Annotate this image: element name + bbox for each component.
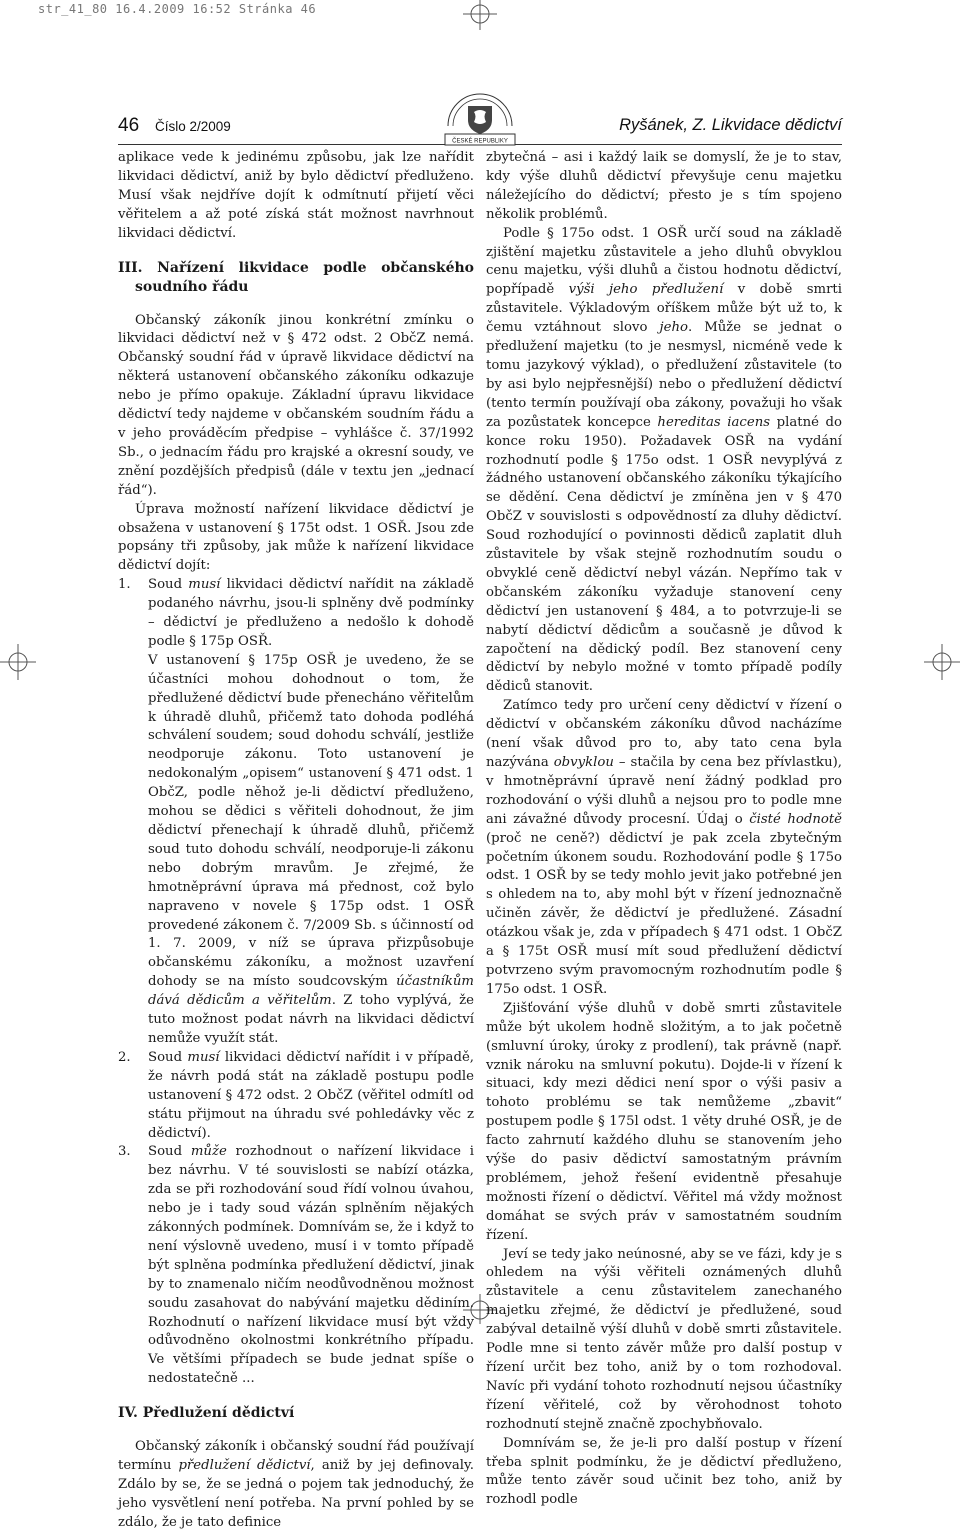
- print-slug: str_41_80 16.4.2009 16:52 Stránka 46: [38, 2, 317, 16]
- paragraph: Jeví se tedy jako neúnosné, aby se ve fázi, kdy je s ohledem na výši věřiteli oznámených dluhů zůstavitele a cenu zůstavitelem zanechaného majetku zřejmé, že dědictví je předlužené, soud zabýval detailně výší dluhů v době smrti zůstavitele. Podle mne si tento závěr může pro další postup v řízení určit bez toho, aniž by o tom rozhodoval. Navíc při vydání tohoto rozhodnutí nejsou účastníky řízení věřitelé, což by věrohodnost tohoto rozhodnutí stejně značně zpochybňovalo.: [486, 1246, 842, 1432]
- list-text: Soud musí likvidaci dědictví nařídit i v případě, že návrh podá stát na základě postupu podle ustanovení § 472 odst. 2 ObčZ (věřitel odmítl od státu přijmout na úhradu své pohledávky věc z dědictví).: [148, 1049, 474, 1141]
- paragraph: zbytečná – asi i každý laik se domyslí, že je to stav, kdy výše dluhů dědictví převyšuje cenu majetku náležejícího do dědictví; přesto je s tím spojeno několik problémů.: [486, 150, 842, 222]
- list-number: 2.: [118, 1049, 131, 1065]
- svg-text:ČESKÉ REPUBLIKY: ČESKÉ REPUBLIKY: [452, 138, 508, 145]
- list-item-3: [118, 1143, 474, 1389]
- paragraph: Zatímco tedy pro určení ceny dědictví v řízení o dědictví v občanském zákoníku důvod nacházíme (není však důvod pro to, aby tato cena byla nazývána obvyklou – stačila by cena bez přívlastku), v hmotněprávní úpravě není žádný podklad pro rozhodování o výši dluhů a nejsou pro to podle mne ani závažné důvody procesní. Údaj o čisté hodnotě (proč ne ceně?) dědictví je pak zcela zbytečným početním úkonem soudu. Rozhodování podle § 175o odst. 1 OSŘ by se tedy mohlo jevit jako potřebné jen s ohledem na to, aby mohl být v řízení jednoznačně učiněn závěr, že dědictví je předlužené. Zásadní otázkou však je, zda v případech § 471 odst. 1 ObčZ a § 175t OSŘ musí mít soud předlužení dědictví potvrzeno svým pravomocným rozhodnutím podle § 175o odst. 1 OSŘ.: [486, 698, 842, 997]
- paragraph: Zjišťování výše dluhů v době smrti zůstavitele může být ukolem hodně složitým, a to jak početně (smluvní úroky, úroky z prodlení), tak právně (např. vznik nároku na smluvní pokutu). Dojde-li v řízení k situaci, kdy mezi dědici není spor o výši pasiv a tohoto problému se tak nemůžeme „zbavit“ postupem podle § 175l odst. 1 věty druhé OSŘ, je de facto zahrnutí každého dluhu se stanovením jeho výše do pasiv dědictví samostatným právním problémem, jehož řešení evidentně přesahuje možnosti řízení o dědictví. Věřitel má vždy možnost domáhat se svých práv v samostatném soudním řízení.: [486, 1000, 842, 1243]
- issue-label: Číslo 2/2009: [155, 119, 231, 134]
- crop-mark-left: [0, 640, 40, 684]
- paragraph: Občanský zákoník i občanský soudní řád používají termínu předlužení dědictví, aniž by jej definovaly. Zdálo by se, že se jedná o pojem tak jednoduchý, že jeho vysvětlení není potřeba. Na první pohled by se zdálo, že je tato definice: [118, 1439, 474, 1530]
- list-number: 3.: [118, 1144, 131, 1160]
- paragraph: Podle § 175o odst. 1 OSŘ určí soud na základě zjištění majetku zůstavitele a jeho dluhů obvyklou cenu majetku, výši dluhů a čistou hodnotu dědictví, popřípadě výši jeho předlužení v době smrti zůstavitele. Výkladovým oříškem může být už to, k čemu vztáhnout slovo jeho. Může se jednat o předlužení majetku (to je nesmysl, nicméně vede k tomu jazykový výklad), o předlužení zůstavitele (to by asi bylo nejpřesnější) nebo o předlužení dědictví (tento termín používají oba zákony, považuji ho však za pozůstatek koncepce hereditas iacens platné do konce roku 1950). Požadavek OSŘ na vydání rozhodnutí podle § 175o odst. 1 OSŘ nevyplývá z žádného ustanovení občanského zákoníku týkajícího se dědění. Cena dědictví je zmíněna jen v § 470 ObčZ v souvislosti s odpovědností za dluhy dědictví. Soud rozhodující o povinnosti dědiců zaplatit dluh zůstavitele by však stejně rozhodnutím soudu o obvyklé ceně dědictví nebyl vázán. Nepřímo tak v občanském zákoníku vyžaduje stanovení ceny dědictví jen ustanovení § 484, a to potvrzuje-li se nabytí dědictví dědicům a současně je důvod k započtení na dědický podíl. Bez stanovení ceny dědictví by nebylo možné v tomto případě podíly dědiců stanovit.: [486, 225, 842, 695]
- list-item-2: [118, 1049, 474, 1144]
- paragraph: Občanský zákoník jinou konkrétní zmínku o likvidaci dědictví než v § 472 odst. 2 ObčZ nemá. Občanský soudní řád v úpravě likvidace dědictví na některá ustanovení občanského zákoníku odkazuje nebo je přímo opakuje. Základní úpravu likvidace dědictví tedy najdeme v občanském soudním řádu a v jeho prováděcím předpise – vyhlášce č. 37/1992 Sb., o jednacím řádu pro krajské a okresní soudy, ve znění pozdějších předpisů (dále v textu jen „jednací řád“).: [118, 312, 474, 498]
- chamber-seal-logo: [435, 90, 525, 146]
- page-number: 46: [118, 115, 140, 136]
- section-heading-iv: IV. Předlužení dědictví: [118, 1405, 295, 1422]
- list-text: Soud musí likvidaci dědictví nařídit na základě podaného návrhu, jsou-li splněny dvě podmínky – dědictví je předluženo a nedošlo k dohodě podle § 175p OSŘ.: [148, 577, 474, 649]
- list-number: 1.: [118, 577, 131, 593]
- list-text: V ustanovení § 175p OSŘ je uvedeno, že se účastníci mohou dohodnout o tom, že předlužené dědictví bude přenecháno věřitelům k úhradě dluhů, přičemž tato dohoda podléhá schválení soudem; soud dohodu schválí, jestliže neodporuje zákonu. Toto ustanovení je nedokonalým „opisem“ ustanovení § 471 odst. 1 ObčZ, podle něhož je-li dědictví předluženo, mohou se dědici s věřiteli dohodnout, že jim dědictví přenechají k úhradě dluhů, přičemž soud tuto dohodu schválí, neodporuje-li zákonu nebo dobrým mravům. Je zřejmé, že hmotněprávní úprava má přednost, což bylo napraveno v novele § 175p odst. 1 OSŘ provedené zákonem č. 7/2009 Sb. s účinností od 1. 7. 2009, v níž se úprava přizpůsobuje občanskému zákoníku, a možnost uzavření dohody se na místo soudcovským účastníkům dává dědicům a věřitelům. Z toho vyplývá, že tuto možnost podat návrh na likvidaci dědictví nemůže využít stát.: [148, 652, 474, 1046]
- running-title: Ryšánek, Z. Likvidace dědictví: [619, 116, 842, 134]
- right-column: [486, 149, 842, 1510]
- crop-mark-top: [459, 0, 501, 34]
- list-text: Soud může rozhodnout o nařízení likvidace i bez návrhu. V té souvislosti se nabízí otázka, zda se při rozhodování soud řídí volnou úvahou, nebo je i tady soud vázán splněním nějakých zákonných podmínek. Domnívám se, že i když to není výslovně uvedeno, musí i v tomto případě být splněna podmínka předlužení dědictví, jinak by to znamenalo ničím neodůvodněnou možnost soudu zasahovat do nabývání majetku dědiním. Rozhodnutí o nařízení likvidace musí být vždy odůvodněno okolnostmi konkrétního případu. Ve většími případech se bude jednat spíše o nedostatečně ...: [148, 1144, 474, 1387]
- left-column: [118, 149, 474, 1533]
- paragraph: Úprava možností nařízení likvidace dědictví je obsažena v ustanovení § 175t odst. 1 OSŘ. Jsou zde popsány tři způsoby, jak může k nařízení likvidace dědictví dojít:: [118, 501, 474, 574]
- paragraph: aplikace vede k jedinému způsobu, jak lze nařídit likvidaci dědictví, aniž by bylo dědictví předluženo. Musí však nejdříve dojít k odmítnutí přijetí věci věřitelem a až poté získá stát možnost navrhnout likvidaci dědictví.: [118, 150, 474, 241]
- crop-mark-right: [920, 640, 960, 684]
- paragraph: Domnívám se, že je-li pro další postup v řízení třeba splnit podmínku, že je dědictví předluženo, může tento závěr soud učinit bez toho, aniž by rozhodl podle: [486, 1435, 842, 1508]
- list-item-1: [118, 576, 474, 1049]
- section-heading-iii: III. Nařízení likvidace podle občanského soudního řádu: [118, 259, 474, 295]
